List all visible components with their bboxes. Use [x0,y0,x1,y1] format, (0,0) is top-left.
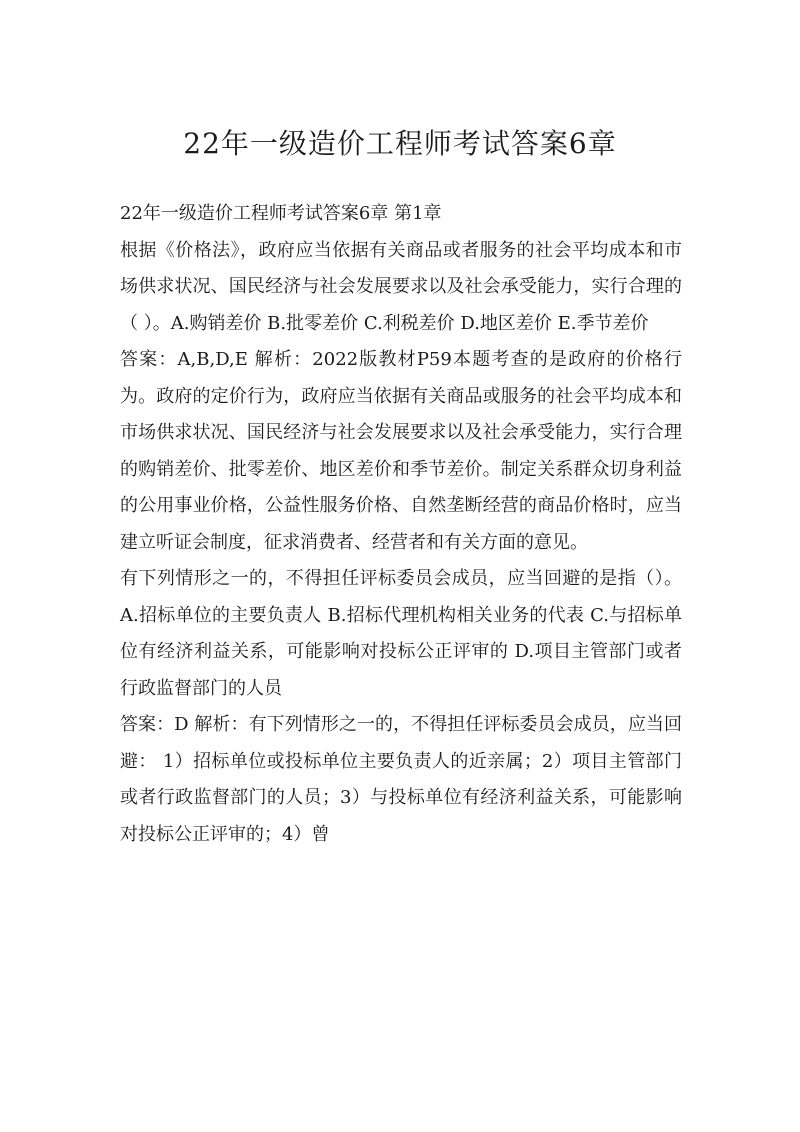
question-2-text: 有下列情形之一的，不得担任评标委员会成员，应当回避的是指（）。A.招标单位的主要负责人 B.招标代理机构相关业务的代表 C.与招标单位有经济利益关系，可能影响对投标公正评审的 D.项目主管部门或者行政监督部门的人员 [120,568,682,699]
question-1-text: 根据《价格法》，政府应当依据有关商品或者服务的社会平均成本和市场供求状况、国民经济与社会发展要求以及社会承受能力，实行合理的（ ）。A.购销差价 B.批零差价 C.利税差价 D.地区差价 E.季节差价 [120,239,682,334]
document-body [120,196,682,853]
chapter-heading: 22年一级造价工程师考试答案6章 第1章 [120,203,442,224]
answer-1-text: 答案：A,B,D,E 解析：2022版教材P59本题考查的是政府的价格行为。政府的定价行为，政府应当依据有关商品或服务的社会平均成本和市场供求状况、国民经济与社会发展要求以及社会承受能力，实行合理的购销差价、批零差价、地区差价和季节差价。制定关系群众切身利益的公用事业价格，公益性服务价格、自然垄断经营的商品价格时，应当建立听证会制度，征求消费者、经营者和有关方面的意见。 [120,349,682,553]
answer-2-text: 答案：D 解析：有下列情形之一的，不得担任评标委员会成员，应当回避： 1）招标单位或投标单位主要负责人的近亲属；2）项目主管部门或者行政监督部门的人员；3）与投标单位有经济利益关系，可能影响对投标公正评审的；4）曾 [120,714,682,845]
document-title: 22年一级造价工程师考试答案6章 [183,127,617,160]
